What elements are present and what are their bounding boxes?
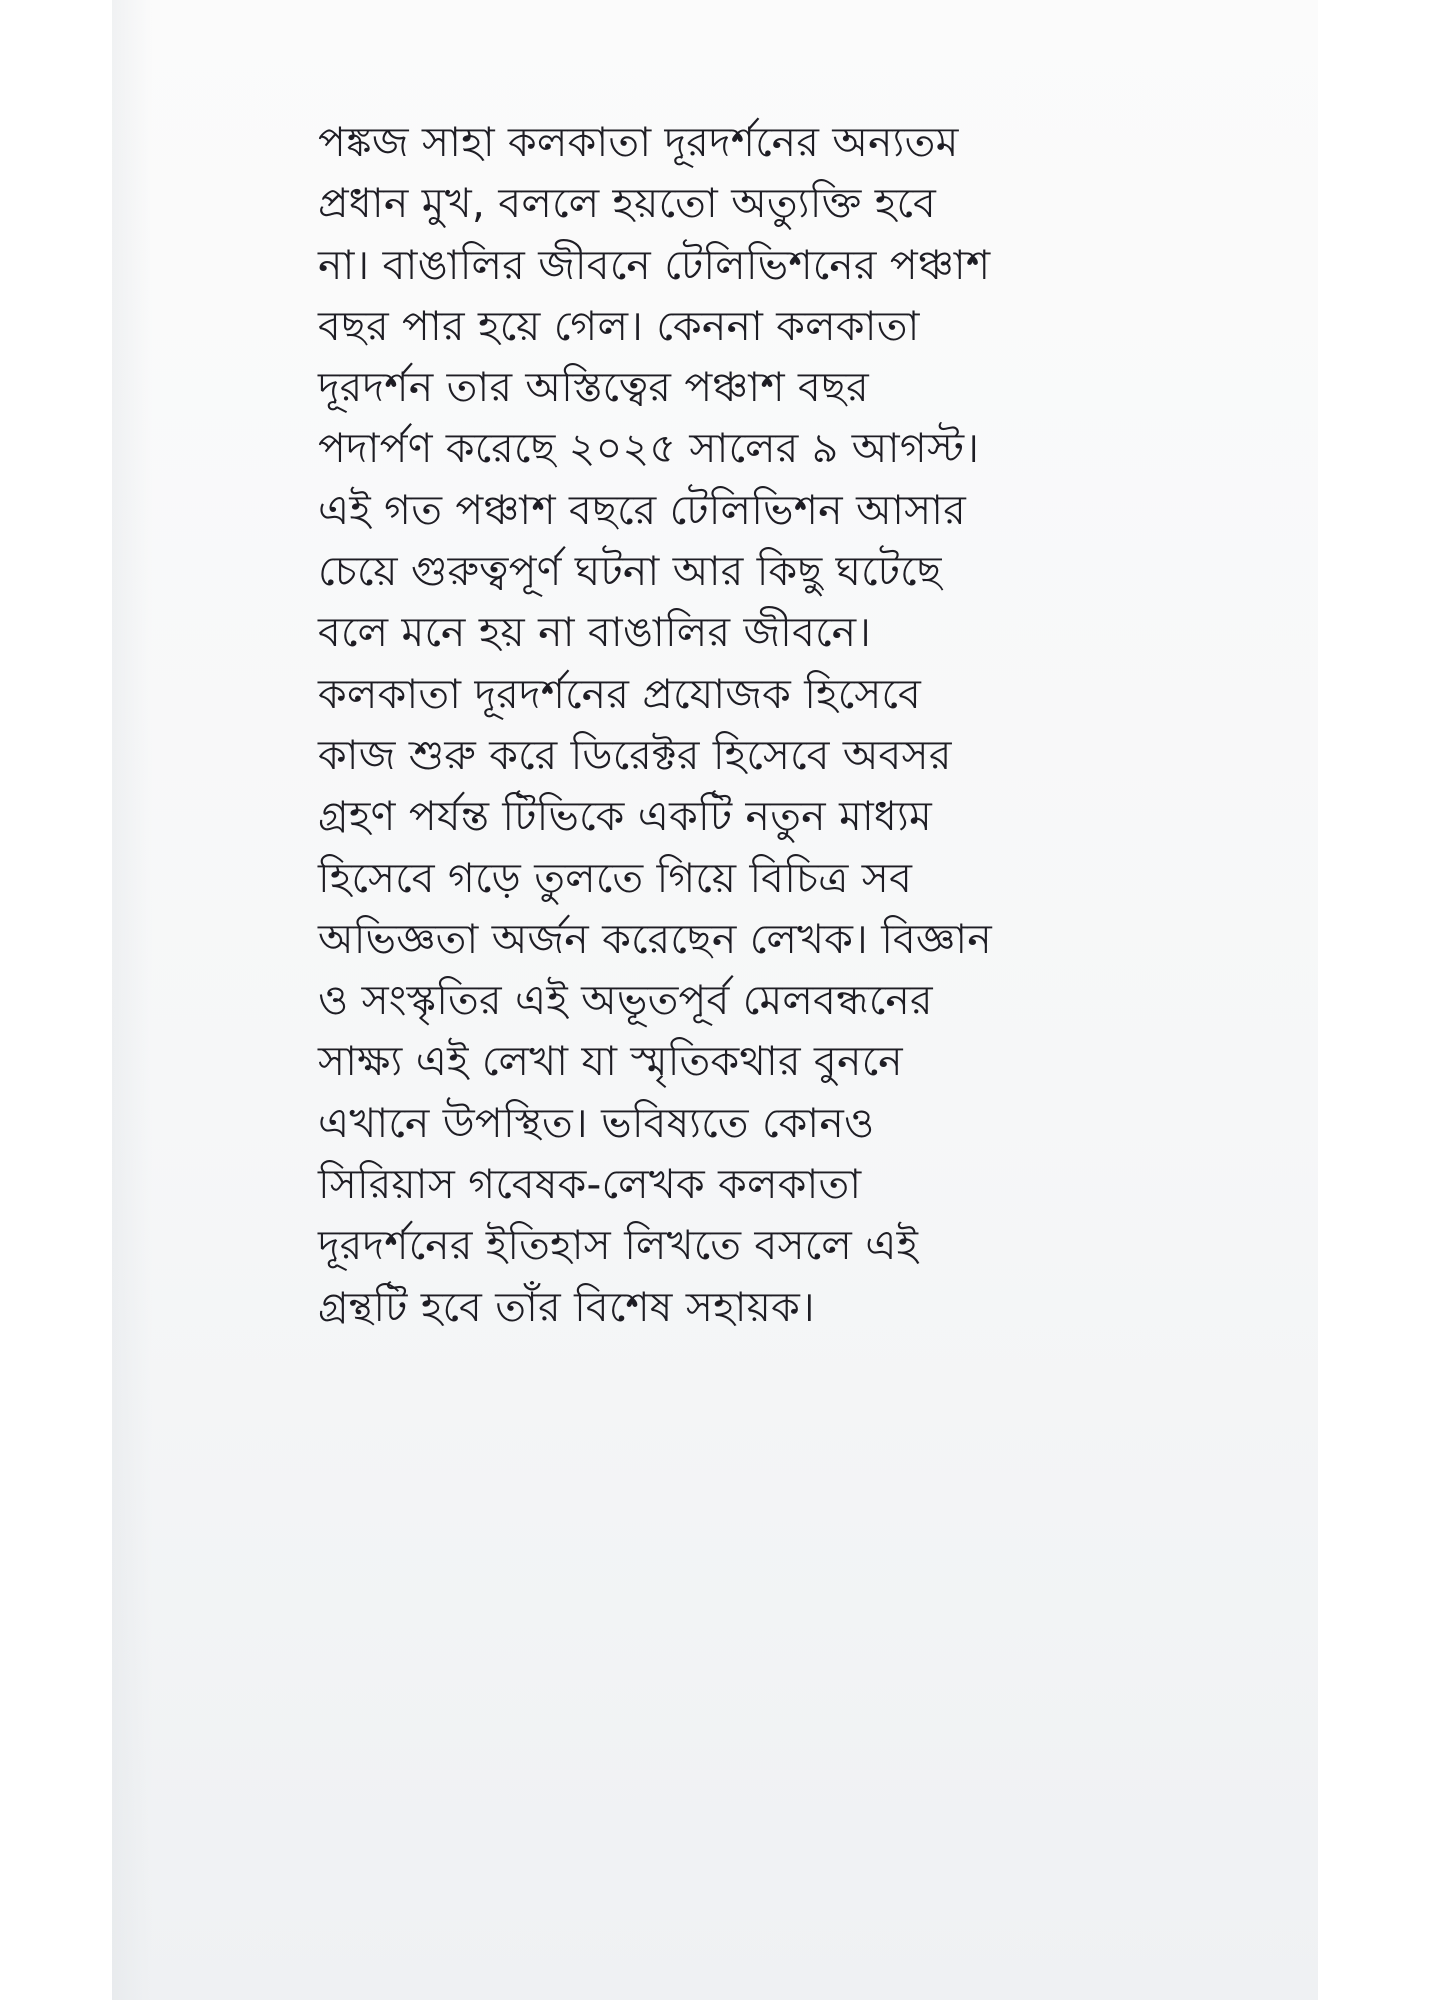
text-line: এই গত পঞ্চাশ বছরে টেলিভিশন আসার [318,485,967,534]
text-line: প্রধান মুখ, বললে হয়তো অত্যুক্তি হবে [318,179,936,228]
text-line: সাক্ষ্য এই লেখা যা স্মৃতিকথার বুননে [318,1037,903,1086]
text-line: দূরদর্শন তার অস্তিত্বের পঞ্চাশ বছর [318,363,869,412]
blurb-text-block [318,112,1218,1338]
text-line: বছর পার হয়ে গেল। কেননা কলকাতা [318,301,920,350]
text-line: বলে মনে হয় না বাঙালির জীবনে। [318,608,872,657]
text-line: ও সংস্কৃতির এই অভূতপূর্ব মেলবন্ধনের [318,976,933,1025]
text-line: কাজ শুরু করে ডিরেক্টর হিসেবে অবসর [318,730,952,779]
text-line: না। বাঙালির জীবনে টেলিভিশনের পঞ্চাশ [318,240,991,289]
text-line: দূরদর্শনের ইতিহাস লিখতে বসলে এই [318,1221,919,1270]
text-line: পদার্পণ করেছে ২০২৫ সালের ৯ আগস্ট। [318,424,980,473]
text-line: পঙ্কজ সাহা কলকাতা দূরদর্শনের অন্যতম [318,118,959,166]
text-line: চেয়ে গুরুত্বপূর্ণ ঘটনা আর কিছু ঘটেছে [318,547,942,596]
text-line: কলকাতা দূরদর্শনের প্রযোজক হিসেবে [318,669,922,718]
text-line: গ্রহণ পর্যন্ত টিভিকে একটি নতুন মাধ্যম [318,792,932,841]
text-line: হিসেবে গড়ে তুলতে গিয়ে বিচিত্র সব [318,853,913,902]
text-line: সিরিয়াস গবেষক-লেখক কলকাতা [318,1160,862,1209]
text-line: অভিজ্ঞতা অর্জন করেছেন লেখক। বিজ্ঞান [318,914,992,963]
text-line: গ্রন্থটি হবে তাঁর বিশেষ সহায়ক। [318,1282,815,1331]
text-line: এখানে উপস্থিত। ভবিষ্যতে কোনও [318,1098,875,1147]
